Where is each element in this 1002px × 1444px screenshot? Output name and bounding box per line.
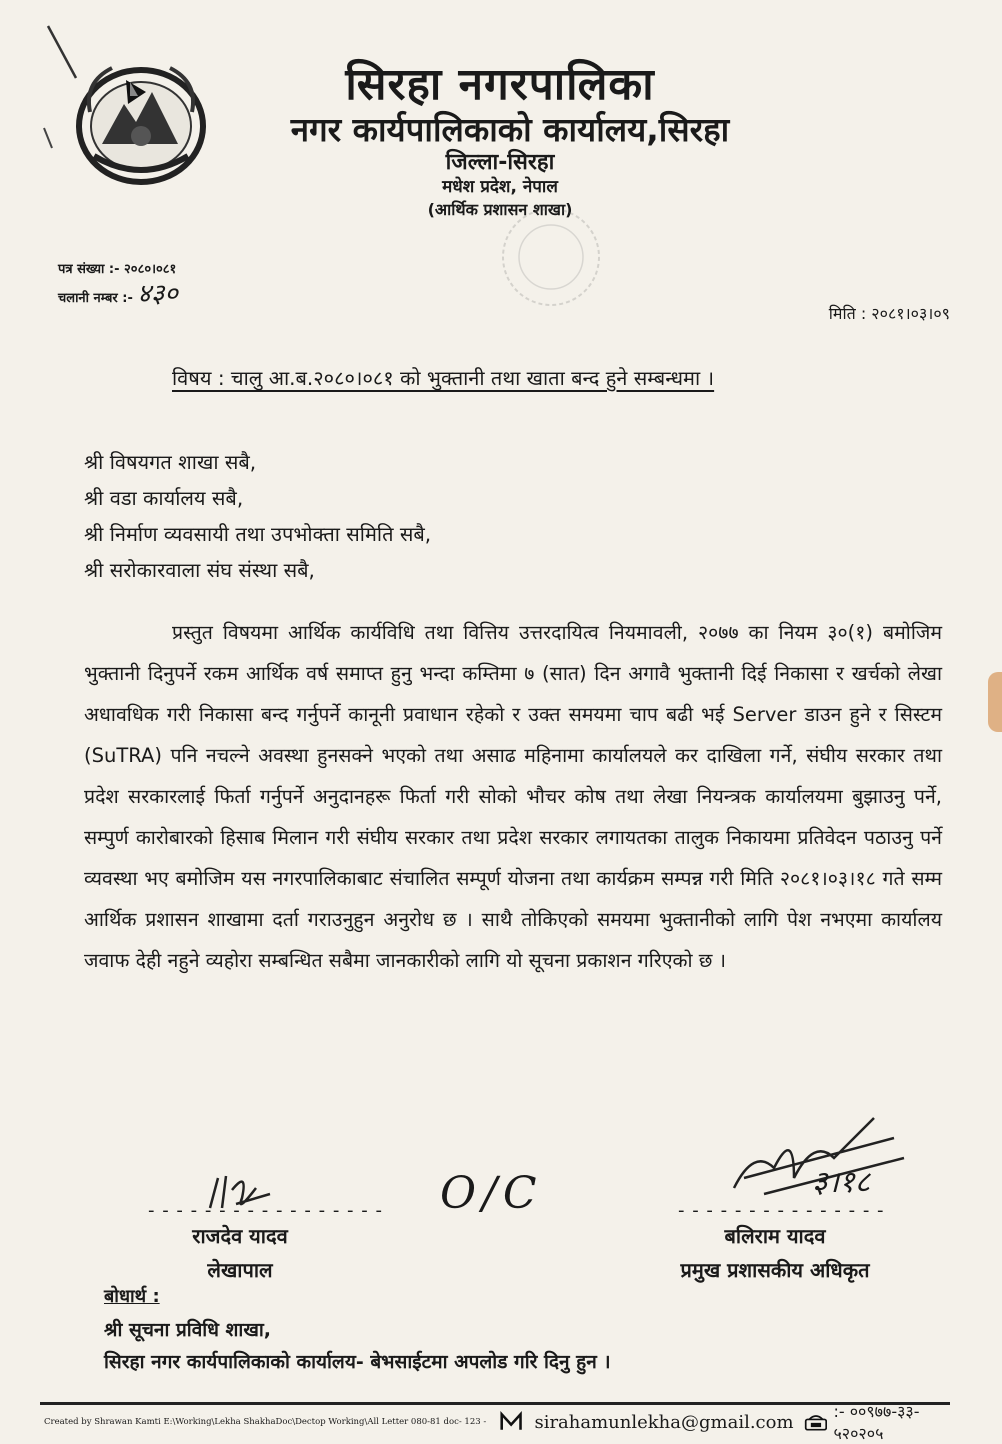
recipient-item: श्री निर्माण व्यवसायी तथा उपभोक्ता समिति सबै, (84, 522, 432, 546)
recipient-item: श्री विषयगत शाखा सबै, (84, 450, 257, 474)
footer-credit: Created by Shrawan Kamti E:\Working\Lekha ShakhaDoc\Dectop Working\All Letter 080-81 doc- 123 - (44, 1417, 487, 1427)
municipality-name: सिरहा नगरपालिका (345, 59, 655, 110)
recipient-item: श्री सरोकारवाला संघ संस्था सबै, (84, 558, 315, 582)
mail-icon (500, 1411, 522, 1433)
nepal-emblem-logo (66, 52, 216, 192)
recipient-list (84, 444, 431, 588)
left-signatory-name: राजदेव यादव (192, 1224, 288, 1248)
cc-line: सिरहा नगर कार्यपालिकाको कार्यालय- बेभसाईटमा अपलोड गरि दिनु हुन । (104, 1351, 611, 1373)
district-line: जिल्ला-सिरहा (445, 150, 555, 175)
branch-line: (आर्थिक प्रशासन शाखा) (427, 200, 573, 219)
office-name: नगर कार्यपालिकाको कार्यालय,सिरहा (290, 110, 730, 149)
footer-phone: :- ००९७७-३३- ५२०२०५ (833, 1402, 920, 1443)
right-signatory-title: प्रमुख प्रशासकीय अधिकृत (680, 1258, 870, 1282)
cc-label: बोधार्थ : (104, 1286, 160, 1307)
letter-body: प्रस्तुत विषयमा आर्थिक कार्यविधि तथा वित्तिय उत्तरदायित्व नियमावली, २०७७ का नियम ३०(१) बमोजिम भुक्तानी दिनुपर्ने रकम आर्थिक वर्ष समाप्त हुनु भन्दा कम्तिमा ७ (सात) दिन अगावै भुक्तानी दिई निकासा र खर्चको लेखा अधावधिक गरी निकासा बन्द गर्नुपर्ने कानूनी प्रवाधान रहेको र उक्त समयमा चाप बढी भई Server डाउन हुने र सिस्टम (SuTRA) पनि नचल्ने अवस्था हुनसक्ने भएको तथा असाढ महिनामा कार्यालयले कर दाखिला गर्ने, संघीय सरकार तथा प्रदेश सरकारलाई फिर्ता गर्नुपर्ने अनुदानहरू फिर्ता गरी सोको भौचर कोष तथा लेखा नियन्त्रक कार्यालयमा बुझाउनु पर्ने, सम्पुर्ण कारोबारको हिसाब मिलान गरी संघीय सरकार तथा प्रदेश सरकार लगायतका तालुक निकायमा प्रतिवेदन पठाउनु पर्ने व्यवस्था भए बमोजिम यस नगरपालिकाबाट संचालित सम्पूर्ण योजना तथा कार्यक्रम सम्पन्न गरी मिति २०८१।०३।१८ गते सम्म आर्थिक प्रशासन शाखामा दर्ता गराउनुहुन अनुरोध छ । साथै तोकिएको समयमा भुक्तानीको लागि पेश नभएमा कार्यालय जवाफ देही नहुने व्यहोरा सम्बन्धित सबैमा जानकारीको लागि यो सूचना प्रकाशन गरिएको छ । (84, 621, 942, 972)
letter-number-value: २०८०।०८१ (124, 262, 177, 277)
footer-email: sirahamunlekha@gmail.com (534, 1411, 794, 1433)
province-line: मधेश प्रदेश, नेपाल (442, 177, 558, 197)
reference-block (58, 258, 178, 311)
dispatch-number-label: चलानी नम्बर :- (58, 291, 133, 306)
left-signatory-title: लेखापाल (207, 1258, 273, 1282)
dispatch-number-row (58, 279, 178, 311)
fax-phone-icon (804, 1411, 828, 1433)
right-signatory-name: बलिराम यादव (724, 1224, 826, 1248)
letter-number-label: पत्र संख्या :- (58, 262, 120, 277)
cc-line: श्री सूचना प्रविधि शाखा, (104, 1319, 272, 1341)
recipient-item: श्री वडा कार्यालय सबै, (84, 486, 244, 510)
footer (44, 1402, 954, 1443)
dispatch-number-value: ४३० (137, 279, 178, 309)
letter-date: मिति : २०८१।०३।०९ (828, 304, 950, 323)
paper-edge-stain (988, 672, 1002, 732)
left-signature-line: - - - - - - - - - - - - - - - - - (148, 1200, 383, 1221)
right-signature-date: ३।१८ (812, 1165, 871, 1200)
oic-handwritten-note: O/C (440, 1168, 543, 1219)
faint-office-stamp (496, 202, 606, 312)
footer-divider (40, 1402, 950, 1405)
right-signature-line: - - - - - - - - - - - - - - - (678, 1200, 885, 1221)
letter-subject: विषय : चालु आ.ब.२०८०।०८१ को भुक्तानी तथा खाता बन्द हुने सम्बन्धमा । (172, 366, 715, 390)
